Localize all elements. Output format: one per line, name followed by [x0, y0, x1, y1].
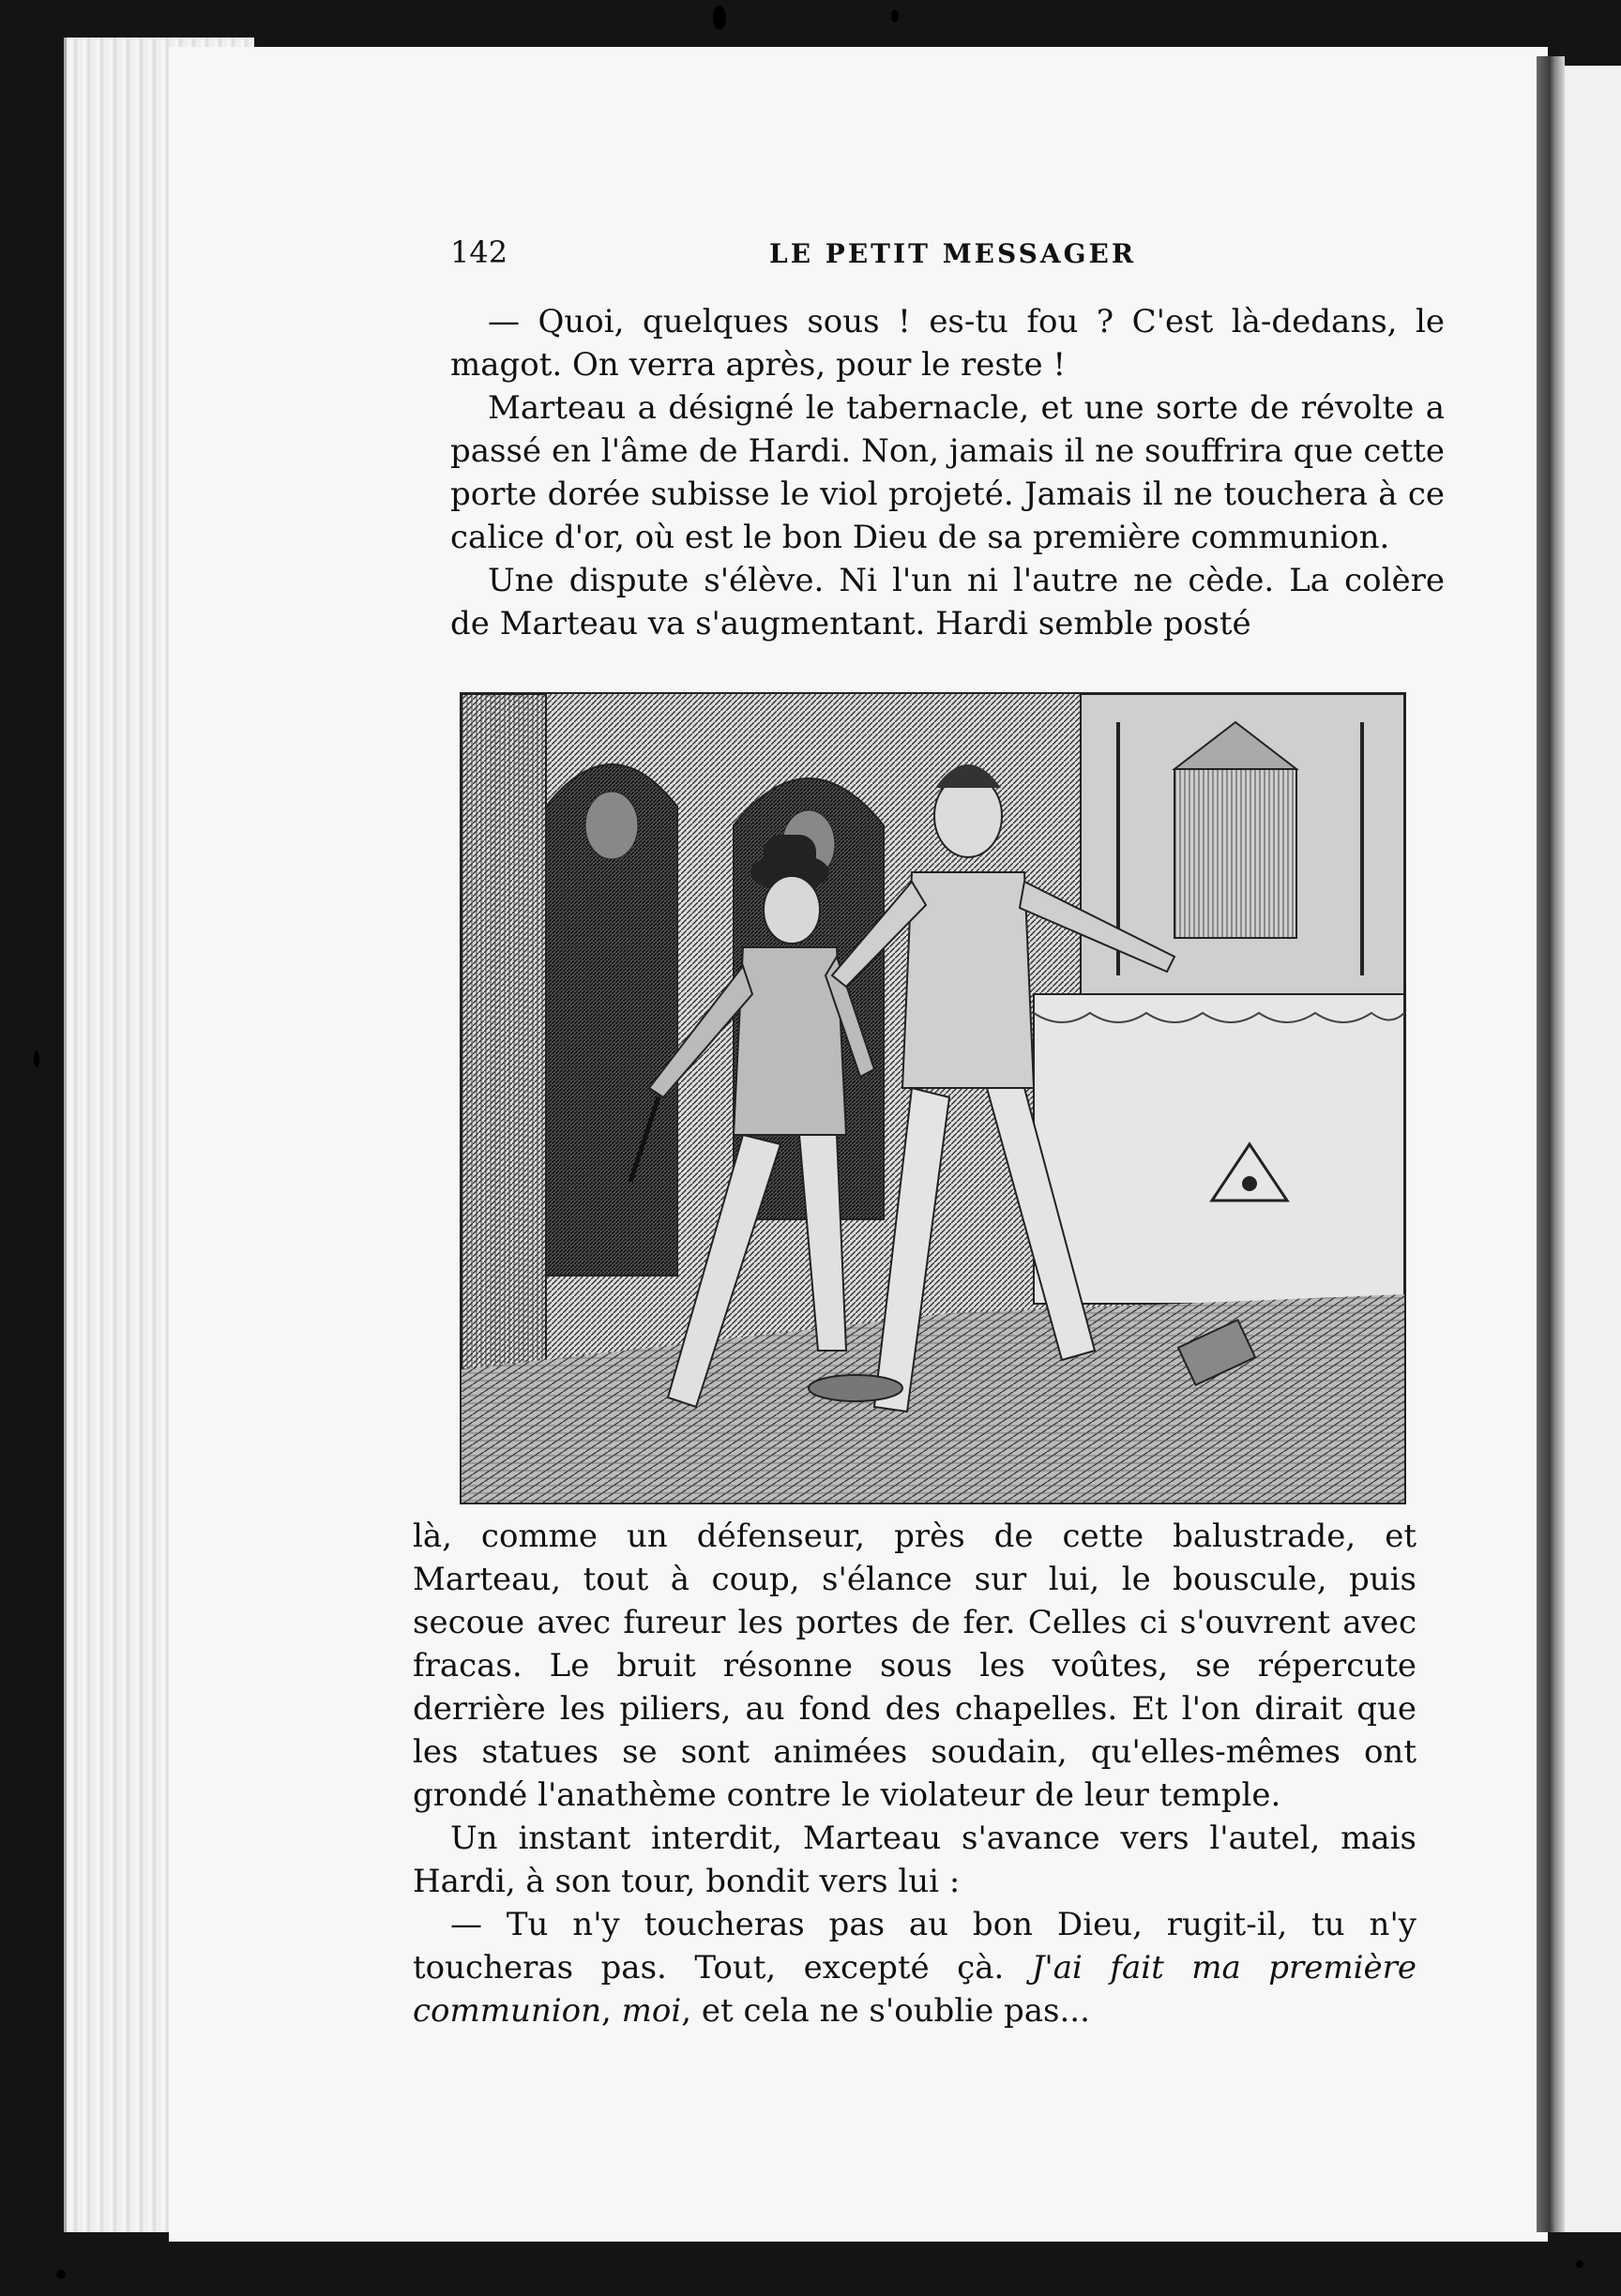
stone-pillar — [462, 694, 546, 1369]
page-number: 142 — [450, 234, 508, 270]
book-gutter-shadow — [1537, 56, 1565, 2232]
bottom-text-block — [413, 1515, 1416, 2032]
text-run: , — [601, 1992, 622, 2030]
italic-text-run: moi — [621, 1992, 682, 2030]
paragraph: Une dispute s'élève. Ni l'un ni l'autre ne cède. La colère de Marteau va s'augmentant. Hardi semble posté — [450, 562, 1445, 642]
eye-icon — [1242, 1176, 1257, 1191]
italic-text-run: J'ai fait ma première communion — [413, 1949, 1416, 2030]
fallen-hat — [809, 1375, 902, 1401]
paragraph: — Quoi, quelques sous ! es-tu fou ? C'est là-dedans, le magot. On verra après, pour le reste ! — [450, 303, 1445, 384]
facing-page-edge — [1565, 66, 1621, 2232]
altar-front — [1034, 994, 1404, 1304]
paragraph — [413, 1903, 1416, 2032]
top-text-block — [450, 300, 1445, 645]
page-header — [450, 234, 1445, 281]
text-run: , et cela ne s'oublie pas... — [681, 1992, 1090, 2030]
text-run: — Tu n'y toucheras pas au bon Dieu, rugit-il, tu n'y toucheras pas. Tout, excepté çà. — [413, 1906, 1416, 1986]
engraving-drawing — [462, 694, 1404, 1503]
paragraph: là, comme un défenseur, près de cette balustrade, et Marteau, tout à coup, s'élance sur lui, le bouscule, puis secoue avec fureur les portes de fer. Celles ci s'ouvrent avec fracas. Le bruit résonne sous les voûtes, se répercute derrière les piliers, au fond des chapelles. Et l'on dirait que les statues se sont animées soudain, qu'elles-mêmes ont grondé l'anathème contre le violateur de leur temple. — [413, 1518, 1416, 1814]
paragraph: Un instant interdit, Marteau s'avance vers l'autel, mais Hardi, à son tour, bondit vers lui : — [413, 1820, 1416, 1900]
statue-head — [585, 792, 638, 859]
running-title: LE PETIT MESSAGER — [769, 238, 1137, 269]
tabernacle — [1174, 769, 1296, 938]
engraving-illustration — [460, 692, 1406, 1504]
paragraph: Marteau a désigné le tabernacle, et une sorte de révolte a passé en l'âme de Hardi. Non, jamais il ne souffrira que cette porte dorée subisse le viol projeté. Jamais il ne touchera à ce calice d'or, où est le bon Dieu de sa première communion. — [450, 389, 1445, 556]
